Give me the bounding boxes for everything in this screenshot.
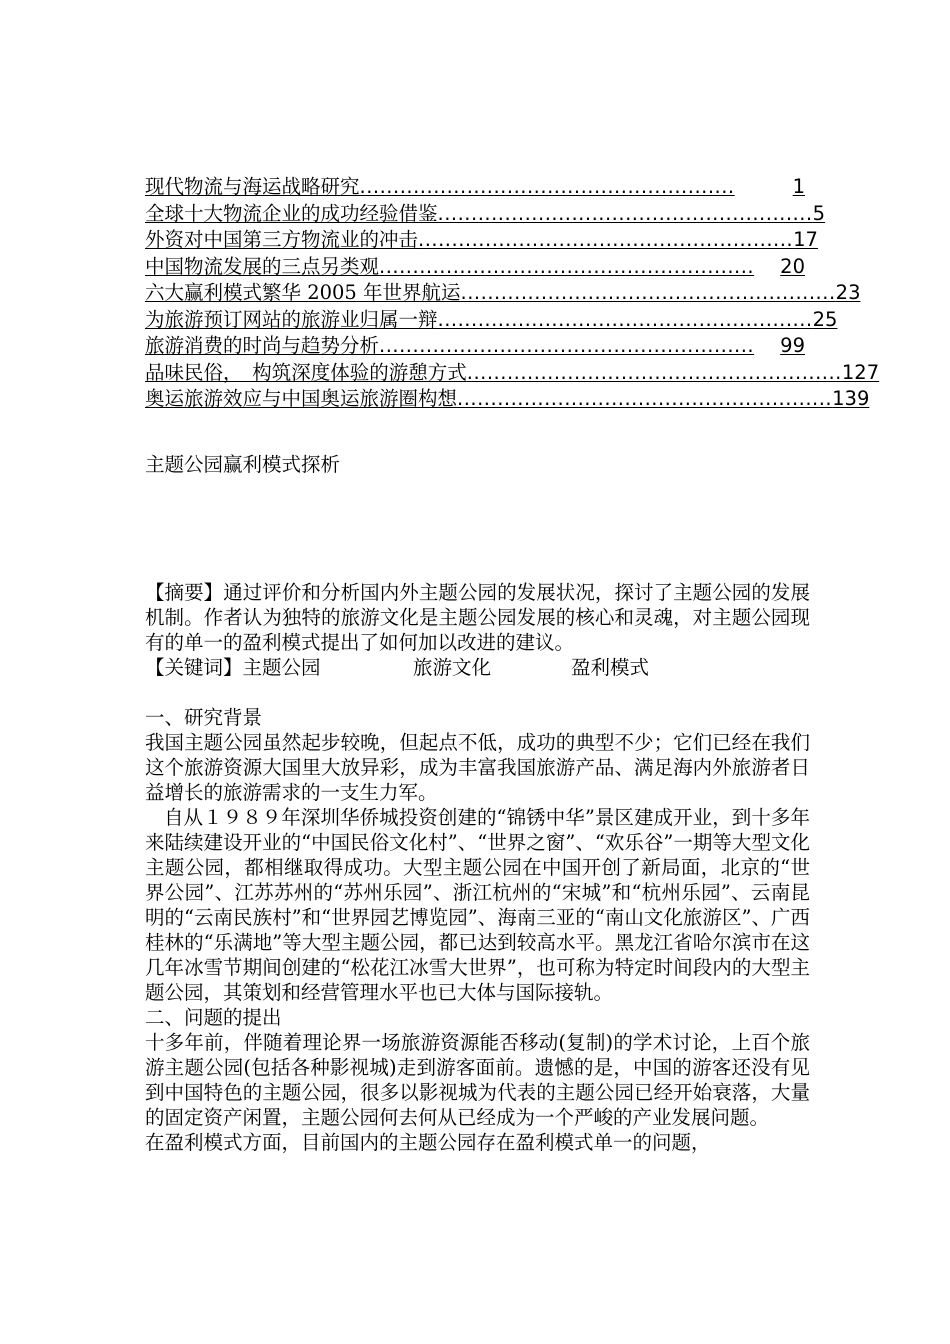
toc-entry-title: 中国物流发展的三点另类观	[145, 254, 380, 278]
toc-entry-title: 旅游消费的时尚与趋势分析	[145, 334, 380, 357]
toc-entry[interactable]	[145, 386, 870, 413]
toc-entry[interactable]	[145, 174, 805, 201]
toc-entry-title: 为旅游预订网站的旅游业归属一辩	[145, 307, 438, 331]
section-heading: 一、研究背景	[145, 706, 263, 729]
toc-entry-page: 5	[812, 201, 826, 225]
toc-entry-leader: ........................................................	[457, 387, 833, 410]
toc-entry-title: 品味民俗， 构筑深度体验的游憩方式	[145, 360, 467, 384]
abstract-paragraph: 【摘要】通过评价和分析国内外主题公园的发展状况，探讨了主题公园的发展机制。作者认为独特的旅游文化是主题公园发展的核心和灵魂，对主题公园现有的单一的盈利模式提出了如何加以改进的建议。	[145, 581, 810, 654]
toc-entry[interactable]	[145, 360, 880, 387]
toc-entry-page: 17	[793, 228, 818, 251]
toc-entry-page: 23	[835, 281, 861, 304]
toc-entry-title: 外资对中国第三方物流业的冲击	[145, 228, 419, 251]
toc-entry-leader: ........................................................	[437, 307, 813, 331]
toc-entry-page: 25	[812, 307, 838, 331]
toc-entry-title: 六大赢利模式繁华 2005 年世界航运	[145, 281, 461, 304]
toc-entry-leader: ........................................................	[460, 281, 836, 304]
keywords-line	[145, 655, 810, 680]
body-paragraph: 我国主题公园虽然起步较晚，但起点不低，成功的典型不少；它们已经在我们这个旅游资源大国里大放异彩，成为丰富我国旅游产品、满足海内外旅游者日益增长的旅游需求的一支生力军。	[145, 731, 810, 804]
toc-entry-leader: ........................................................	[359, 175, 735, 198]
toc-entry[interactable]	[145, 201, 826, 228]
toc-entry[interactable]	[145, 333, 805, 360]
toc-entry-page: 99	[780, 334, 805, 357]
toc-entry-page: 20	[780, 254, 805, 278]
article-body	[145, 580, 810, 1155]
body-paragraph: 在盈利模式方面，目前国内的主题公园存在盈利模式单一的问题，	[145, 1131, 711, 1154]
section-heading: 二、问题的提出	[145, 1006, 282, 1029]
toc-entry-leader: ........................................................	[466, 360, 842, 384]
toc-entry[interactable]	[145, 254, 805, 281]
toc-entry-page: 127	[841, 360, 880, 384]
table-of-contents	[145, 174, 880, 413]
toc-entry-leader: ........................................................	[437, 201, 813, 225]
toc-entry-page: 139	[832, 387, 870, 410]
blank-line	[145, 680, 810, 705]
keyword-tourism-culture: 旅游文化	[413, 656, 492, 679]
toc-entry[interactable]	[145, 280, 861, 307]
body-paragraph: 十多年前，伴随着理论界一场旅游资源能否移动(复制)的学术讨论，上百个旅游主题公园(包括各种影视城)走到游客面前。遗憾的是，中国的游客还没有见到中国特色的主题公园，很多以影视城为代表的主题公园已经开始衰落，大量的固定资产闲置，主题公园何去何从已经成为一个严峻的产业发展问题。	[145, 1031, 810, 1129]
toc-entry[interactable]	[145, 227, 818, 254]
toc-entry-title: 奥运旅游效应与中国奥运旅游圈构想	[145, 387, 458, 410]
toc-entry-page: 1	[792, 175, 805, 198]
keyword-profit-model: 盈利模式	[571, 656, 650, 679]
toc-entry-leader: ........................................................	[379, 254, 755, 278]
keywords-label: 【关键词】主题公园	[145, 656, 321, 679]
toc-entry-title: 现代物流与海运战略研究	[145, 175, 360, 198]
toc-entry-leader: ........................................................	[379, 334, 755, 357]
body-paragraph: 自从１９８９年深圳华侨城投资创建的“锦锈中华”景区建成开业，到十多年来陆续建设开业的“中国民俗文化村”、“世界之窗”、“欢乐谷”一期等大型文化主题公园，都相继取得成功。大型主题公园在中国开创了新局面，北京的“世界公园”、江苏苏州的“苏州乐园”、浙江杭州的“宋城”和“杭州乐园”、云南昆明的“云南民族村”和“世界园艺博览园”、海南三亚的“南山文化旅游区”、广西桂林的“乐满地”等大型主题公园，都已达到较高水平。黑龙江省哈尔滨市在这几年冰雪节期间创建的“松花江冰雪大世界”，也可称为特定时间段内的大型主题公园，其策划和经营管理水平也已大体与国际接轨。	[145, 806, 810, 1004]
toc-entry[interactable]	[145, 307, 838, 334]
toc-entry-leader: ........................................................	[418, 228, 794, 251]
toc-entry-title: 全球十大物流企业的成功经验借鉴	[145, 201, 438, 225]
article-title: 主题公园赢利模式探析	[145, 453, 341, 476]
